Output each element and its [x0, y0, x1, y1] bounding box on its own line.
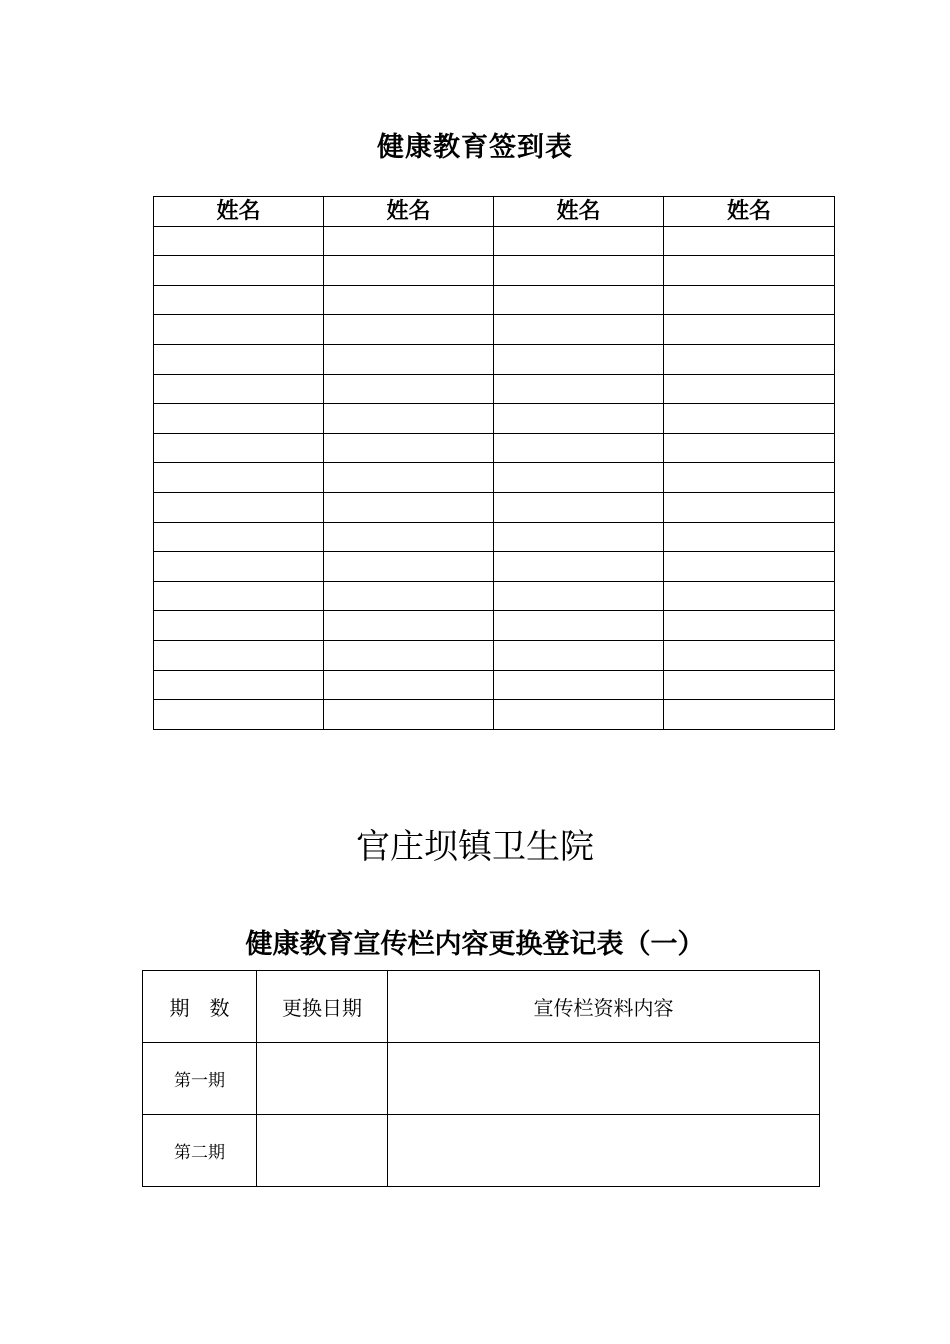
name-column-header: 姓名: [664, 197, 835, 227]
table-row: [154, 700, 835, 730]
date-cell[interactable]: [257, 1115, 388, 1187]
signin-name-cell[interactable]: [664, 700, 835, 730]
signin-name-cell[interactable]: [324, 256, 494, 286]
signin-name-cell[interactable]: [664, 640, 835, 670]
signin-name-cell[interactable]: [324, 374, 494, 404]
table-row: [154, 315, 835, 345]
signin-name-cell[interactable]: [154, 315, 324, 345]
signin-name-cell[interactable]: [324, 611, 494, 641]
signin-name-cell[interactable]: [154, 522, 324, 552]
signin-name-cell[interactable]: [494, 552, 664, 582]
table-row: [154, 256, 835, 286]
signin-name-cell[interactable]: [324, 344, 494, 374]
signin-name-cell[interactable]: [494, 433, 664, 463]
signin-name-cell[interactable]: [494, 374, 664, 404]
organization-name: 官庄坝镇卫生院: [356, 827, 594, 867]
signin-name-cell[interactable]: [664, 670, 835, 700]
table-row: [154, 463, 835, 493]
table-row: [154, 374, 835, 404]
table-row: [154, 611, 835, 641]
signin-name-cell[interactable]: [154, 700, 324, 730]
signin-name-cell[interactable]: [664, 404, 835, 434]
table-row: [154, 404, 835, 434]
name-column-header: 姓名: [154, 197, 324, 227]
signin-name-cell[interactable]: [494, 700, 664, 730]
table-row: [154, 433, 835, 463]
signin-name-cell[interactable]: [494, 226, 664, 256]
signin-name-cell[interactable]: [664, 611, 835, 641]
signin-name-cell[interactable]: [154, 433, 324, 463]
signin-name-cell[interactable]: [494, 670, 664, 700]
signin-name-cell[interactable]: [154, 226, 324, 256]
date-column-header: 更换日期: [257, 971, 388, 1043]
signin-name-cell[interactable]: [324, 552, 494, 582]
table-row: [143, 1115, 820, 1187]
signin-header-row: [154, 197, 835, 227]
signin-name-cell[interactable]: [324, 700, 494, 730]
signin-name-cell[interactable]: [664, 552, 835, 582]
signin-name-cell[interactable]: [494, 640, 664, 670]
signin-name-cell[interactable]: [664, 256, 835, 286]
signin-name-cell[interactable]: [494, 256, 664, 286]
table-row: [154, 670, 835, 700]
signin-name-cell[interactable]: [324, 315, 494, 345]
signin-name-cell[interactable]: [664, 315, 835, 345]
signin-name-cell[interactable]: [154, 404, 324, 434]
signin-name-cell[interactable]: [494, 492, 664, 522]
signin-name-cell[interactable]: [154, 344, 324, 374]
signin-table: [153, 196, 835, 730]
signin-name-cell[interactable]: [154, 552, 324, 582]
table-row: [154, 522, 835, 552]
table-row: [154, 552, 835, 582]
signin-name-cell[interactable]: [494, 404, 664, 434]
period-cell: 第二期: [143, 1115, 257, 1187]
date-cell[interactable]: [257, 1043, 388, 1115]
signin-name-cell[interactable]: [494, 315, 664, 345]
signin-name-cell[interactable]: [154, 463, 324, 493]
signin-name-cell[interactable]: [494, 611, 664, 641]
signin-name-cell[interactable]: [494, 285, 664, 315]
signin-name-cell[interactable]: [154, 285, 324, 315]
signin-name-cell[interactable]: [324, 492, 494, 522]
table-row: [143, 1043, 820, 1115]
content-column-header: 宣传栏资料内容: [388, 971, 820, 1043]
signin-name-cell[interactable]: [664, 492, 835, 522]
signin-name-cell[interactable]: [324, 670, 494, 700]
period-cell: 第一期: [143, 1043, 257, 1115]
signin-name-cell[interactable]: [324, 404, 494, 434]
signin-name-cell[interactable]: [324, 285, 494, 315]
signin-name-cell[interactable]: [324, 226, 494, 256]
signin-name-cell[interactable]: [154, 640, 324, 670]
signin-name-cell[interactable]: [154, 256, 324, 286]
signin-name-cell[interactable]: [664, 581, 835, 611]
signin-name-cell[interactable]: [154, 670, 324, 700]
signin-body: [154, 226, 835, 729]
signin-name-cell[interactable]: [324, 463, 494, 493]
signin-name-cell[interactable]: [324, 433, 494, 463]
signin-name-cell[interactable]: [494, 463, 664, 493]
table-row: [154, 640, 835, 670]
name-column-header: 姓名: [324, 197, 494, 227]
register-header-row: [143, 971, 820, 1043]
signin-name-cell[interactable]: [664, 522, 835, 552]
name-column-header: 姓名: [494, 197, 664, 227]
signin-name-cell[interactable]: [664, 226, 835, 256]
table-row: [154, 581, 835, 611]
register-title: 健康教育宣传栏内容更换登记表（一）: [245, 929, 705, 960]
signin-name-cell[interactable]: [154, 374, 324, 404]
signin-name-cell[interactable]: [154, 611, 324, 641]
signin-name-cell[interactable]: [664, 463, 835, 493]
period-column-header: 期 数: [143, 971, 257, 1043]
table-row: [154, 226, 835, 256]
signin-name-cell[interactable]: [664, 433, 835, 463]
signin-sheet-title: 健康教育签到表: [377, 132, 573, 163]
table-row: [154, 344, 835, 374]
content-cell[interactable]: [388, 1115, 820, 1187]
register-table: [142, 970, 820, 1187]
table-row: [154, 285, 835, 315]
signin-name-cell[interactable]: [494, 581, 664, 611]
signin-name-cell[interactable]: [324, 581, 494, 611]
signin-name-cell[interactable]: [154, 581, 324, 611]
signin-name-cell[interactable]: [494, 522, 664, 552]
signin-name-cell[interactable]: [664, 285, 835, 315]
signin-name-cell[interactable]: [494, 344, 664, 374]
signin-name-cell[interactable]: [154, 492, 324, 522]
signin-name-cell[interactable]: [664, 374, 835, 404]
signin-name-cell[interactable]: [324, 522, 494, 552]
signin-name-cell[interactable]: [664, 344, 835, 374]
table-row: [154, 492, 835, 522]
signin-name-cell[interactable]: [324, 640, 494, 670]
content-cell[interactable]: [388, 1043, 820, 1115]
